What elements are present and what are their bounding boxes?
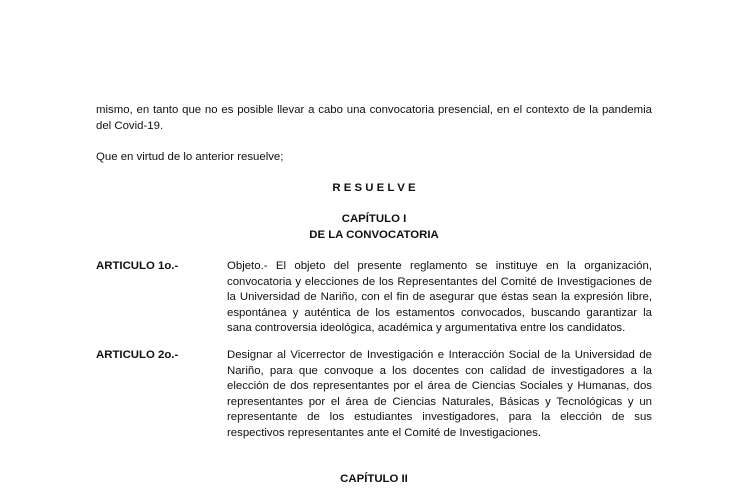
article-2-text: Designar al Vicerrector de Investigación e Interacción Social de la Universidad de Nariño, para que convoque a los docentes con calidad de investigadores a la elección de dos representantes por el área de Ciencias Sociales y Humanas, dos representantes por el área de Ciencias Naturales, Básicas y Tecnológicas y un representante de los estudiantes investigadores, para la elección de sus respectivos representantes ante el Comité de Investigaciones. xyxy=(227,349,652,439)
chapter-2-title: CAPÍTULO II xyxy=(340,473,408,485)
chapter-1-title: CAPÍTULO I xyxy=(341,213,407,225)
article-1-text: Objeto.- El objeto del presente reglamento se instituye en la organización, convocatoria y elecciones de los Representantes del Comité de Investigaciones de la Universidad de Nariño, con el fin de asegurar que éstas sean la expresión libre, espontánea y auténtica de los estamentos convocados, buscando garantizar la sana controversia ideológica, académica y argumentativa entre los candidatos. xyxy=(227,260,652,334)
resuelve-heading: R E S U E L V E xyxy=(332,182,416,194)
intro-paragraph: mismo, en tanto que no es posible llevar a cabo una convocatoria presencial, en el contexto de la pandemia del Covid-19. xyxy=(96,104,652,132)
article-1-label: ARTICULO 1o.- xyxy=(96,260,179,272)
resolves-line: Que en virtud de lo anterior resuelve; xyxy=(96,151,284,163)
article-2-label: ARTICULO 2o.- xyxy=(96,349,179,361)
chapter-1-subtitle: DE LA CONVOCATORIA xyxy=(309,229,439,241)
